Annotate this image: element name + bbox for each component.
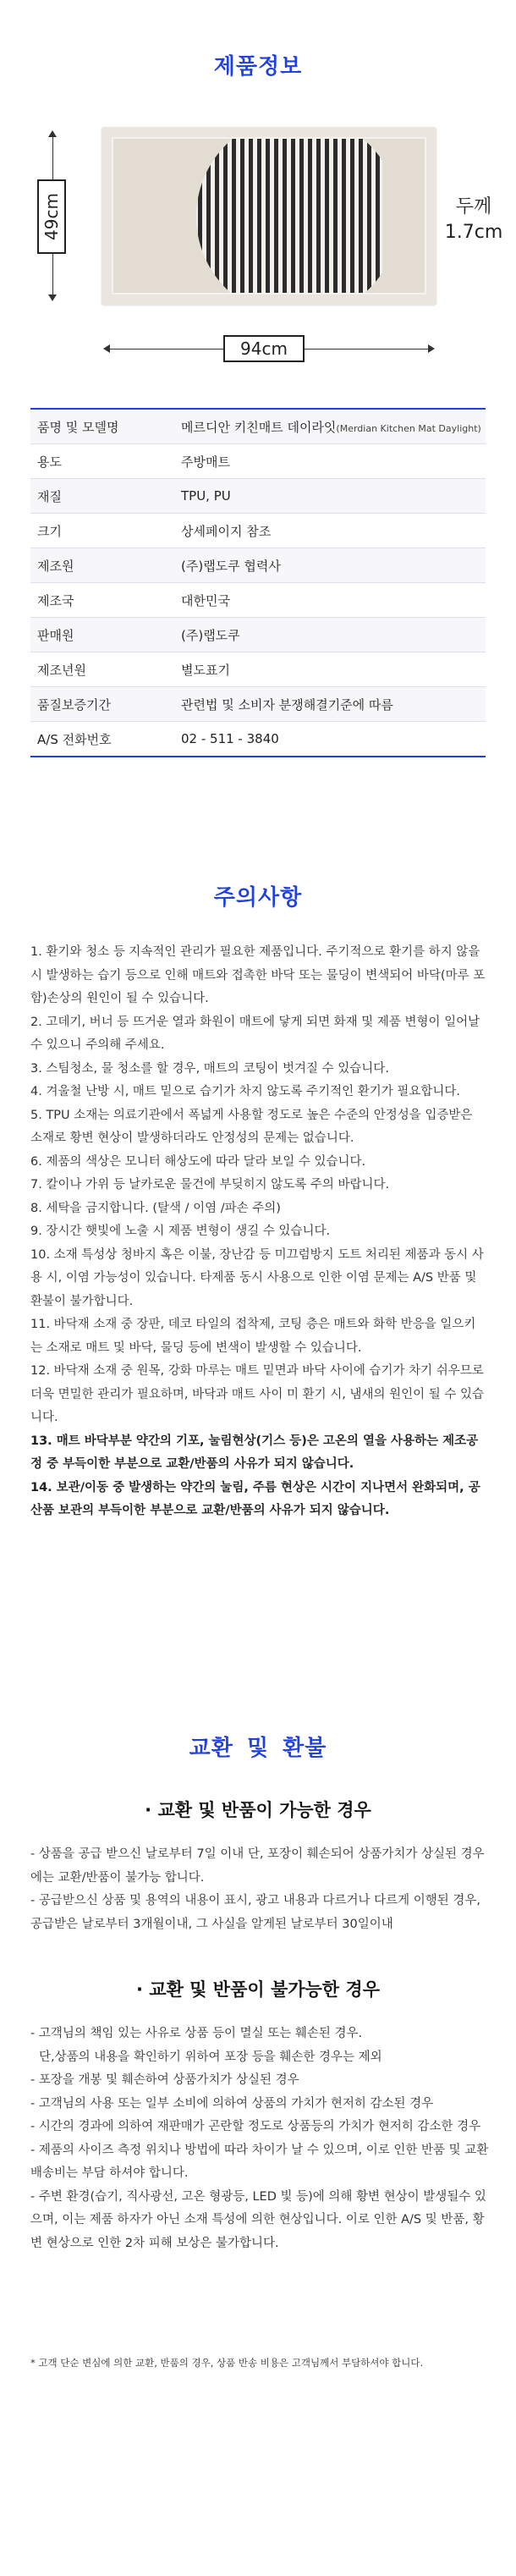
caution-item: 9. 장시간 햇빛에 노출 시 제품 변형이 생길 수 있습니다.: [30, 1225, 331, 1238]
list-item: - 주변 환경(습기, 직사광선, 고온 형광등, LED 빛 등)에 의해 황변 현상이 발생될수 있으며, 이는 제품 하자가 아닌 소재 특성에 의한 현상입니다. 이로 인한 A/S 및 반품, 황변 현상으로 인한 2차 피해 보상은 불가합니다.: [30, 2189, 486, 2250]
arrow-left-icon: [103, 344, 110, 353]
spec-note: (Merdian Kitchen Mat Daylight): [336, 422, 481, 434]
spec-key: 재질: [37, 488, 62, 504]
spec-row: [30, 618, 486, 652]
spec-value: 02 - 511 - 3840: [181, 731, 279, 746]
spec-key: 제조국: [37, 592, 74, 608]
caution-item: 8. 세탁을 금지합니다. (탈색 / 이염 /파손 주의): [30, 1201, 281, 1215]
spec-value: (주)랩도쿠 협력사: [181, 558, 281, 574]
arrow-down-icon: [48, 294, 57, 301]
spec-row: [30, 479, 486, 514]
caution-item: 12. 바닥재 소재 중 원목, 강화 마루는 매트 밑면과 바닥 사이에 습기가 차기 쉬우므로 더욱 면밀한 관리가 필요하며, 바닥과 매트 사이 미 환기 시, 냄새의 원인이 될 수 있습니다.: [30, 1364, 484, 1424]
spec-value: TPU, PU: [181, 488, 231, 504]
spec-row: [30, 652, 486, 687]
spec-row: [30, 514, 486, 548]
exchange-title: 교환 및 환불: [189, 1736, 327, 1761]
caution-item: 3. 스팀청소, 물 청소를 할 경우, 매트의 코팅이 벗겨질 수 있습니다.: [30, 1061, 389, 1076]
list-item: - 공급받으신 상품 및 용역의 내용이 표시, 광고 내용과 다르거나 다르게 이행된 경우, 공급받은 날로부터 3개월이내, 그 사실을 알게된 날로부터 30일이내: [30, 1894, 480, 1931]
exchange-impossible-title: · 교환 및 반품이 불가능한 경우: [136, 1979, 380, 2000]
spec-key: 제조년원: [37, 662, 86, 678]
thickness-label: 두께: [455, 196, 492, 217]
list-item: - 고객님의 책임 있는 사유로 상품 등이 멸실 또는 훼손된 경우.: [30, 2027, 363, 2040]
spec-key: 판매원: [37, 627, 74, 643]
width-dimension-label: 94cm: [223, 335, 305, 362]
caution-item: 2. 고데기, 버너 등 뜨거운 열과 화원이 매트에 닿게 되면 화재 및 제품 변형이 일어날수 있으니 주의해 주세요.: [30, 1015, 480, 1052]
spec-value: (주)랩도쿠: [181, 627, 240, 643]
spec-key: 크기: [37, 523, 62, 539]
cautions-title: 주의사항: [213, 885, 303, 911]
spec-row: [30, 410, 486, 444]
spec-row: [30, 583, 486, 618]
exchange-possible-title: · 교환 및 반품이 가능한 경우: [145, 1800, 371, 1820]
spec-value: 주방매트: [181, 454, 230, 470]
spec-key: 용도: [37, 454, 62, 470]
caution-item: 1. 환기와 청소 등 지속적인 관리가 필요한 제품입니다. 주기적으로 환기를 하지 않을 시 발생하는 습기 등으로 인해 매트와 접촉한 바닥 또는 물딩이 변색되어 바닥(마루 포함)손상의 원인이 될 수 있습니다.: [30, 945, 486, 1005]
spec-value: 메르디안 키친매트 데이라잇(Merdian Kitchen Mat Daylight): [181, 419, 481, 435]
caution-item: 6. 제품의 색상은 모니터 해상도에 따라 달라 보일 수 있습니다.: [30, 1154, 366, 1169]
spec-value: 상세페이지 참조: [181, 523, 272, 539]
list-item: - 포장을 개봉 및 훼손하여 상품가치가 상실된 경우: [30, 2073, 299, 2087]
arrow-up-icon: [48, 130, 57, 137]
caution-item: 4. 겨울철 난방 시, 매트 밑으로 습기가 차지 않도록 주기적인 환기가 필요합니다.: [30, 1085, 460, 1098]
caution-item: 7. 칼이나 가위 등 날카로운 물건에 부딪히지 않도록 주의 바랍니다.: [30, 1178, 390, 1192]
spec-value: 별도표기: [181, 662, 230, 678]
height-dimension-label: 49cm: [37, 179, 66, 254]
spec-row: [30, 687, 486, 722]
spec-key: A/S 전화번호: [37, 731, 112, 747]
list-item: - 제품의 사이즈 측정 위치나 방법에 따라 차이가 날 수 있으며, 이로 인한 반품 및 교환 배송비는 부담 하셔야 합니다.: [30, 2143, 489, 2180]
spec-row: [30, 444, 486, 479]
caution-list: [30, 941, 487, 1523]
caution-item-important: 14. 보관/이동 중 발생하는 약간의 눌림, 주름 현상은 시간이 지나면서 완화되며, 공산품 보관의 부득이한 부분으로 교환/반품의 사유가 되지 않습니다.: [30, 1480, 480, 1517]
footnote: * 고객 단순 변심에 의한 교환, 반품의 경우, 상품 반송 비용은 고객님께서 부담하셔야 합니다.: [30, 2357, 424, 2369]
caution-item: 10. 소재 특성상 청바지 혹은 이불, 장난감 등 미끄럼방지 도트 처리된 제품과 동시 사용 시, 이염 가능성이 있습니다. 타제품 동시 사용으로 인한 이염 문제는 A/S 반품 및 환불이 불가합니다.: [30, 1247, 484, 1308]
spec-value: 대한민국: [181, 592, 230, 608]
caution-item: 5. TPU 소재는 의료기관에서 폭넓게 사용할 정도로 높은 수준의 안정성을 입증받은 소재로 황변 현상이 발생하더라도 안정성의 문제는 없습니다.: [30, 1108, 473, 1145]
list-item: - 고객님의 사용 또는 일부 소비에 의하여 상품의 가치가 현저히 감소된 경우: [30, 2096, 434, 2111]
list-item: - 상품을 공급 받으신 날로부터 7일 이내 단, 포장이 훼손되어 상품가치가 상실된 경우에는 교환/반품이 불가능 합니다.: [30, 1847, 485, 1885]
caution-item-important: 13. 매트 바닥부분 약간의 기포, 눌림현상(기스 등)은 고온의 열을 사용하는 제조공정 중 부득이한 부분으로 교환/반품의 사유가 되지 않습니다.: [30, 1434, 479, 1471]
spec-key: 제조원: [37, 558, 74, 574]
thickness-value: 1.7cm: [444, 222, 503, 243]
spec-table: [30, 408, 486, 757]
spec-row: [30, 548, 486, 583]
list-item: 단,상품의 내용을 확인하기 위하여 포장 등을 훼손한 경우는 제외: [39, 2050, 382, 2064]
spec-row: [30, 722, 486, 756]
kitchen-mat-image: [102, 127, 436, 305]
arrow-right-icon: [428, 344, 435, 353]
spec-key: 품질보증기간: [37, 696, 111, 713]
spec-key: 품명 및 모델명: [37, 419, 119, 435]
exchange-impossible-list: [30, 2023, 496, 2255]
exchange-possible-list: [30, 1843, 496, 1936]
product-info-title: 제품정보: [213, 54, 303, 80]
list-item: - 시간의 경과에 의하여 재판매가 곤란할 정도로 상품등의 가치가 현저히 감소한 경우: [30, 2120, 481, 2133]
spec-value: 관련법 및 소비자 분쟁해결기준에 따름: [181, 696, 393, 713]
caution-item: 11. 바닥재 소재 중 장판, 데코 타일의 접착제, 코팅 층은 매트와 화학 반응을 일으키는 소재로 매트 및 바닥, 물딩 등에 변색이 발생할 수 있습니다.: [30, 1318, 476, 1355]
